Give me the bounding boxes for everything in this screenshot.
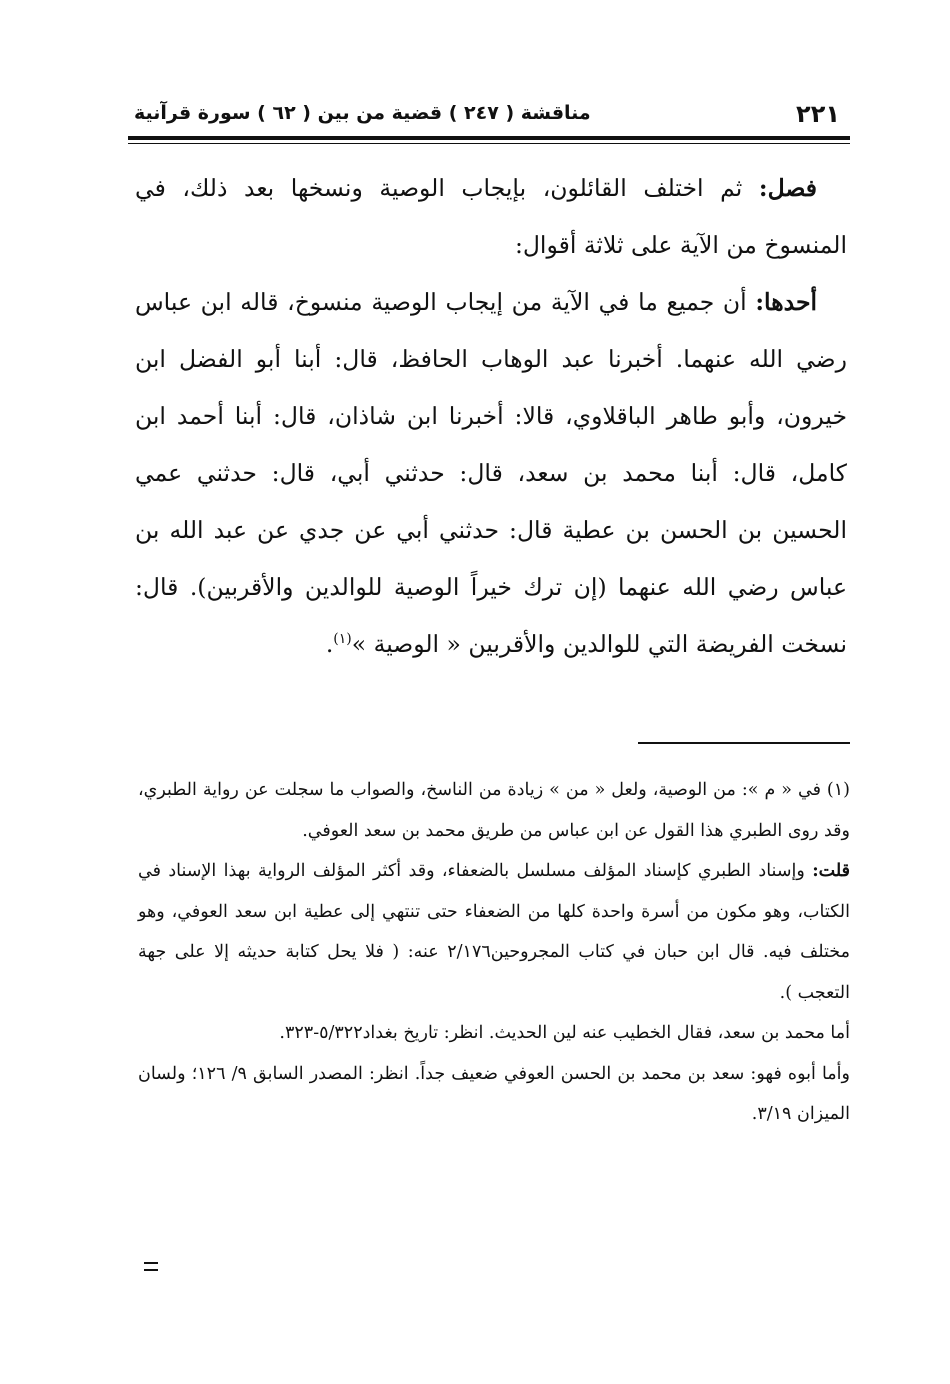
footnote-line-ibn-saad: أما محمد بن سعد، فقال الخطيب عنه لين الحديث. انظر: تاريخ بغداد٥/٣٢٢-٣٢٣. (279, 1023, 850, 1043)
paragraph-text-ahaduha: أن جميع ما في الآية من إيجاب الوصية منسوخ، قاله ابن عباس رضي الله عنهما. أخبرنا عبد الوهاب الحافظ، قال: أبنا أبو الفضل ابن خيرون، وأبو طاهر الباقلاوي، قالا: أخبرنا ابن شاذان، قال: أبنا أحمد ابن كامل، قال: أبنا محمد بن سعد، قال: حدثني أبي، قال: حدثني عمي الحسين بن الحسن بن عطية قال: حدثني أبي عن جدي عن عبد الله بن عباس رضي الله عنهما (إن ترك خيراً الوصية للوالدين والأقربين). قال: نسخت الفريضة التي للوالدين والأقربين « الوصية » (135, 288, 847, 658)
running-title: مناقشة ( ٢٤٧ ) قضية من بين ( ٦٢ ) سورة قرآنية (134, 102, 591, 124)
main-text (135, 160, 847, 673)
header-rule-thick (128, 136, 850, 140)
footnote-reference[interactable]: (١) (333, 631, 352, 648)
footnote-line-father: وأما أبوه فهو: سعد بن محمد بن الحسن العوفي ضعيف جداً. انظر: المصدر السابق ٩/ ١٢٦؛ ولسان الميزان ٣/١٩. (138, 1063, 850, 1124)
footnotes-section (138, 770, 850, 1135)
paragraph-lead-ahaduha: أحدها: (755, 288, 817, 316)
paragraph-fasl (135, 160, 847, 274)
paragraph-end-mark: . (325, 630, 334, 658)
page-number: ٢٢١ (796, 100, 840, 128)
footnote-1: (١) في « م »: من الوصية، ولعل « من » زيادة من الناسخ، والصواب ما سجلت عن رواية الطبري، وقد روى الطبري هذا القول عن ابن عباس من طريق محمد بن سعد العوفي. (138, 780, 850, 841)
end-of-page-mark (144, 1262, 158, 1271)
header-rule-thin (128, 143, 850, 144)
paragraph-text-fasl: ثم اختلف القائلون، بإيجاب الوصية ونسخها بعد ذلك، في المنسوخ من الآية على ثلاثة أقوال: (135, 174, 847, 259)
footnote-separator (638, 742, 850, 744)
footnote-note (138, 851, 850, 1013)
footnote-note-lead: قلت: (812, 861, 850, 881)
page-header (128, 98, 850, 136)
paragraph-ahaduha (135, 274, 847, 673)
paragraph-lead-fasl: فصل: (758, 174, 817, 202)
footnote-note-text: وإسناد الطبري كإسناد المؤلف مسلسل بالضعفاء، وقد أكثر المؤلف الرواية بهذا الإسناد في الكتاب، وهو مكون من أسرة واحدة كلها من الضعفاء حتى تنتهي إلى عطية ابن سعد العوفي، وهو مختلف فيه. قال ابن حبان في كتاب المجروحين٢/١٧٦ عنه: ( فلا يحل كتابة حديثه إلا على جهة التعجب ). (138, 861, 850, 1003)
